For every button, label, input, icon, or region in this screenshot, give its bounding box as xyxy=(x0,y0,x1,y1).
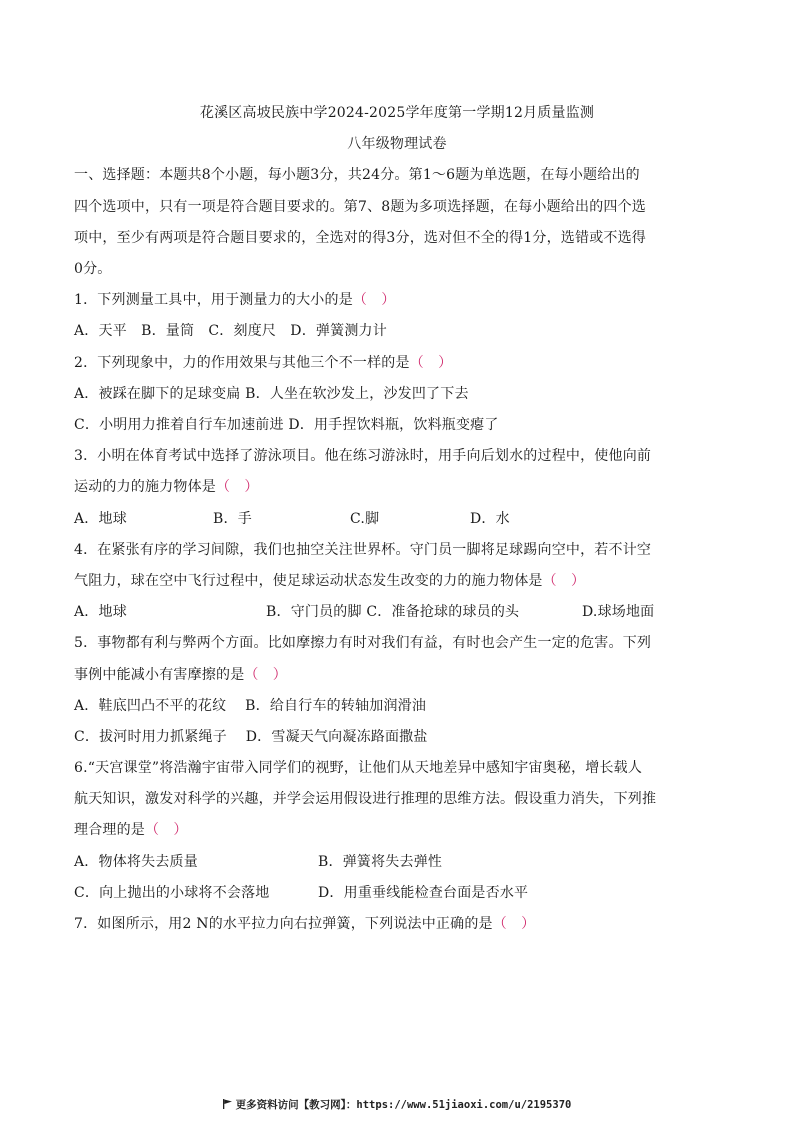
question-2-text: 2．下列现象中，力的作用效果与其他三个不一样的是 xyxy=(74,355,410,371)
question-5-stem-line-2 xyxy=(74,665,287,685)
footer-link[interactable]: 更多资料访问【教习网】：https://www.51jiaoxi.com/u/2195370 xyxy=(235,1099,572,1111)
question-1-text: 1．下列测量工具中，用于测量力的大小的是 xyxy=(74,292,353,308)
question-6-stem-line-3 xyxy=(74,820,188,840)
option-a: A．地球 xyxy=(74,511,127,527)
question-4-options xyxy=(74,602,724,622)
question-5-options-line-2: C．拔河时用力抓紧绳子 D．雪凝天气向凝冻路面撒盐 xyxy=(74,729,428,745)
flag-icon xyxy=(223,1099,232,1112)
question-2-stem xyxy=(74,353,452,373)
question-6-text: 理合理的是 xyxy=(74,822,145,838)
question-2-options-line-2: C．小明用力推着自行车加速前进 D．用手捏饮料瓶，饮料瓶变瘪了 xyxy=(74,417,499,433)
section-instructions-line-3: 项中，至少有两项是符合题目要求的，全选对的得3分，选对但不全的得1分，选错或不选得 xyxy=(74,230,647,246)
option-b-c: B．守门员的脚 C．准备抢球的球员的头 xyxy=(266,604,520,620)
option-a: A．物体将失去质量 xyxy=(74,854,198,870)
answer-paren: （ ） xyxy=(352,292,396,308)
question-4-stem-line-2 xyxy=(74,571,585,591)
option-b: B．手 xyxy=(213,511,252,527)
question-7-text: 7．如图所示，用2 N的水平拉力向右拉弹簧，下列说法中正确的是 xyxy=(74,916,493,932)
option-c: C．向上抛出的小球将不会落地 xyxy=(74,885,270,901)
question-2-options-line-1: A．被踩在脚下的足球变扁 B．人坐在软沙发上，沙发凹了下去 xyxy=(74,386,469,402)
question-4-stem-line-1: 4．在紧张有序的学习间隙，我们也抽空关注世界杯。守门员一脚将足球踢向空中，若不计空 xyxy=(74,542,652,558)
section-instructions-line-2: 四个选项中，只有一项是符合题目要求的。第7、8题为多项选择题，在每小题给出的四个选 xyxy=(74,199,647,215)
question-1-stem xyxy=(74,290,396,310)
answer-paren: （ ） xyxy=(409,355,453,371)
question-6-options-row-1 xyxy=(74,852,724,872)
option-d: D.球场地面 xyxy=(582,604,655,620)
question-3-text: 运动的力的施力物体是 xyxy=(74,479,216,495)
answer-paren: （ ） xyxy=(244,667,288,683)
question-7-stem xyxy=(74,914,535,934)
footer xyxy=(0,1097,794,1112)
question-4-text: 气阻力，球在空中飞行过程中，使足球运动状态发生改变的力的施力物体是 xyxy=(74,573,543,589)
question-6-options-row-2 xyxy=(74,883,724,903)
option-d: D．用重垂线能检查台面是否水平 xyxy=(318,885,529,901)
exam-subtitle: 八年级物理试卷 xyxy=(347,136,447,152)
question-5-text: 事例中能减小有害摩擦的是 xyxy=(74,667,245,683)
exam-title: 花溪区高坡民族中学2024-2025学年度第一学期12月质量监测 xyxy=(199,105,595,121)
answer-paren: （ ） xyxy=(216,479,259,495)
question-6-stem-line-1: 6.“天宫课堂”将浩瀚宇宙带入同学们的视野，让他们从天地差异中感知宇宙奥秘，增长载人 xyxy=(74,760,643,776)
question-3-stem-line-1: 3．小明在体育考试中选择了游泳项目。他在练习游泳时，用手向后划水的过程中，使他向前 xyxy=(74,448,652,464)
question-5-options-line-1: A．鞋底凹凸不平的花纹 B．给自行车的转轴加润滑油 xyxy=(74,698,427,714)
answer-paren: （ ） xyxy=(542,573,586,589)
answer-paren: （ ） xyxy=(145,822,188,838)
question-3-options xyxy=(74,509,724,529)
question-3-stem-line-2 xyxy=(74,477,259,497)
option-c: C.脚 xyxy=(350,511,380,527)
section-instructions-line-1: 一、选择题：本题共8个小题，每小题3分，共24分。第1～6题为单选题，在每小题给出的 xyxy=(74,167,640,183)
question-1-options: A．天平 B．量筒 C．刻度尺 D．弹簧测力计 xyxy=(74,323,387,339)
option-a: A．地球 xyxy=(74,604,127,620)
question-5-stem-line-1: 5．事物都有利与弊两个方面。比如摩擦力有时对我们有益，有时也会产生一定的危害。下列 xyxy=(74,635,652,651)
option-d: D．水 xyxy=(470,511,510,527)
section-instructions-line-4: 0分。 xyxy=(74,261,112,277)
option-b: B．弹簧将失去弹性 xyxy=(318,854,443,870)
question-6-stem-line-2: 航天知识，激发对科学的兴趣，并学会运用假设进行推理的思维方法。假设重力消失，下列推 xyxy=(74,791,657,807)
answer-paren: （ ） xyxy=(492,916,536,932)
